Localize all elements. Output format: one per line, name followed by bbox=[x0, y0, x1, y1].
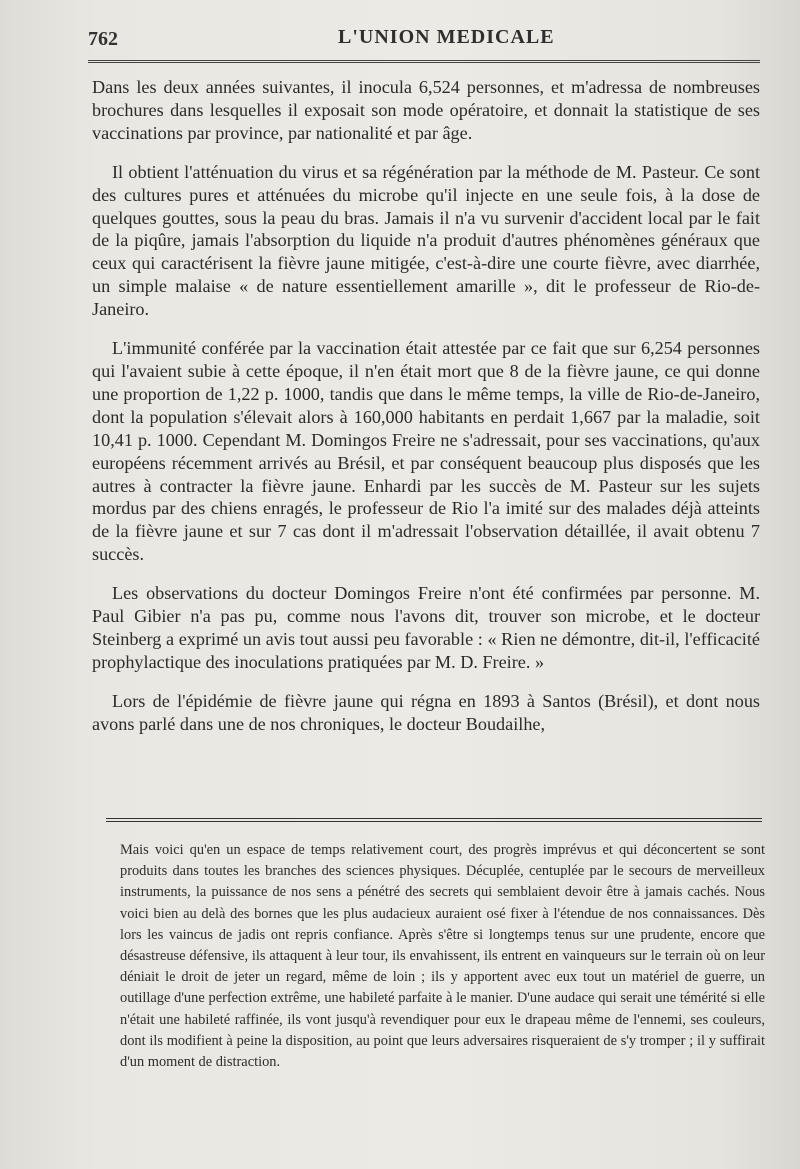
page-header bbox=[88, 26, 764, 50]
paragraph: L'immunité conférée par la vaccination était attestée par ce fait que sur 6,254 personnes qui l'avaient subie à cette époque, il n'en était mort que 8 de la fièvre jaune, ce qui donne une proportion de 1,22 p. 1000, tandis que dans le même temps, la ville de Rio-de-Janeiro, dont la population s'élevait alors à 160,000 habitants en perdait 1,667 par la maladie, soit 10,41 p. 1000. Cependant M. Domingos Freire ne s'adressait, pour ses vaccinations, qu'aux européens récemment arrivés au Brésil, et par conséquent beaucoup plus disposés que les autres à contracter la fièvre jaune. Enhardi par les succès de M. Pasteur sur les sujets mordus par des chiens enragés, le professeur de Rio l'a imité sur des malades déjà atteints de la fièvre jaune et sur 7 cas dont il m'adressait l'observation détaillée, il avait obtenu 7 succès. bbox=[92, 338, 760, 565]
paragraph: Il obtient l'atténuation du virus et sa régénération par la méthode de M. Pasteur. Ce sont des cultures pures et atténuées du microbe qu'il injecte en une seule fois, à la dose de quelques gouttes, sous la peau du bras. Jamais il n'a vu survenir d'accident local par le fait de la piqûre, jamais l'absorption du liquide n'a produit d'autres phénomènes généraux que ceux qui caractérisent la fièvre jaune mitigée, c'est-à-dire une courte fièvre, avec diarrhée, un simple malaise « de nature essentiellement amarille », dit le professeur de Rio-de-Janeiro. bbox=[92, 161, 760, 320]
footnote-rule bbox=[106, 818, 762, 822]
page-number: 762 bbox=[88, 28, 118, 50]
header-rule bbox=[88, 60, 760, 63]
footnote-text: Mais voici qu'en un espace de temps relativement court, des progrès imprévus et qui déconcertent se sont produits dans toutes les branches des sciences physiques. Décuplée, centuplée par le secours de merveilleux instruments, la puissance de nos sens a pénétré des secrets qui semblaient devoir être à jamais cachés. Nous voici bien au delà des bornes que les plus audacieux auraient osé fixer à l'étendue de nos connaissances. Dès lors les vaincus de jadis ont repris confiance. Après s'être si longtemps tenus sur une prudente, encore que désastreuse défensive, ils attaquent à leur tour, ils envahissent, ils entrent en vainqueurs sur le terrain où on leur déniait le droit de jeter un regard, même de loin ; ils y apportent avec eux tout un matériel de guerre, un outillage d'une perfection extrême, une habileté parfaite à le manier. D'une audace qui serait une témérité si elle n'était une habileté raffinée, ils vont jusqu'à revendiquer pour eux le drapeau même de l'ennemi, ses couleurs, dont ils modifient à peine la disposition, au point que leurs adversaires risqueraient de s'y tromper ; il y suffirait d'un moment de distraction. bbox=[120, 842, 765, 1071]
main-text bbox=[92, 76, 760, 736]
running-title: L'UNION MEDICALE bbox=[338, 26, 555, 48]
paragraph: Dans les deux années suivantes, il inocula 6,524 personnes, et m'adressa de nombreuses brochures dans lesquelles il exposait son mode opératoire, et donnait la statistique de ses vaccinations par province, par nationalité et par âge. bbox=[92, 77, 760, 143]
paragraph: Les observations du docteur Domingos Freire n'ont été confirmées par personne. M. Paul Gibier n'a pas pu, comme nous l'avons dit, trouver son microbe, et le docteur Steinberg a exprimé un avis tout aussi peu favorable : « Rien ne démontre, dit-il, l'efficacité prophylactique des inoculations pratiquées par M. D. Freire. » bbox=[92, 583, 760, 672]
paragraph: Lors de l'épidémie de fièvre jaune qui régna en 1893 à Santos (Brésil), et dont nous avons parlé dans une de nos chroniques, le docteur Boudailhe, bbox=[92, 690, 760, 734]
footnote bbox=[120, 840, 765, 1073]
